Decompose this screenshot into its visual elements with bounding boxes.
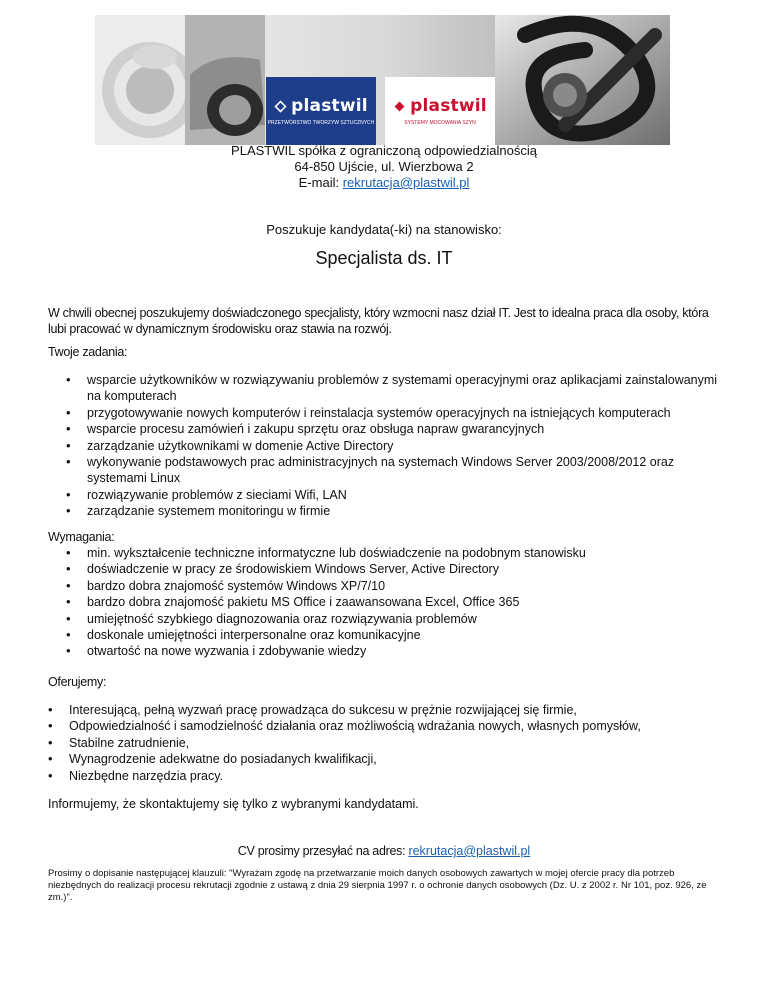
list-item: • rozwiązywanie problemów z sieciami Wifi, LAN	[66, 487, 726, 503]
list-item: • bardzo dobra znajomość pakietu MS Office i zaawansowana Excel, Office 365	[66, 594, 726, 610]
logo-brand-text: plastwil	[410, 96, 487, 116]
list-item: • Odpowiedzialność i samodzielność działania oraz możliwością wdrażania nowych, własnych pomysłów,	[48, 718, 728, 734]
company-address: 64-850 Ujście, ul. Wierzbowa 2	[294, 159, 474, 174]
email-label: E-mail:	[298, 175, 340, 190]
list-item: • doskonale umiejętności interpersonalne oraz komunikacyjne	[66, 627, 726, 643]
list-item: • zarządzanie systemem monitoringu w firmie	[66, 503, 726, 519]
logo-plastwil-rail	[385, 77, 495, 145]
list-item: • zarządzanie użytkownikami w domenie Active Directory	[66, 438, 726, 454]
requirements-heading: Wymagania:	[48, 530, 115, 544]
tasks-heading: Twoje zadania:	[48, 345, 128, 359]
seeking-text: Poszukuje kandydata(-ki) na stanowisko:	[266, 222, 502, 237]
list-item: • przygotowywanie nowych komputerów i reinstalacja systemów operacyjnych na istniejących komputerach	[66, 405, 726, 421]
banner-photo-collage	[95, 15, 670, 145]
intro-paragraph: W chwili obecnej poszukujemy doświadczonego specjalisty, który wzmocni nasz dział IT. Jest to idealna praca dla osoby, która lubi pracować w dynamicznym środowisku oraz stawia na rozwój.	[48, 306, 709, 336]
list-item: • wsparcie użytkowników w rozwiązywaniu problemów z systemami operacyjnymi oraz aplikacjami zainstalowanymi na komputerach	[66, 372, 726, 405]
logo-plastwil-plastics	[266, 77, 376, 145]
logo-tagline: PRZETWÓRSTWO TWORZYW SZTUCZNYCH	[267, 120, 375, 126]
logo-tagline: SYSTEMY MOCOWANIA SZYN	[404, 120, 476, 126]
list-item: • umiejętność szybkiego diagnozowania oraz rozwiązywania problemów	[66, 611, 726, 627]
tasks-list	[66, 372, 726, 520]
list-item: • Interesującą, pełną wyzwań pracę prowadząca do sukcesu w prężnie rozwijającej się firmie,	[48, 702, 728, 718]
list-item: • otwartość na nowe wyzwania i zdobywanie wiedzy	[66, 643, 726, 659]
position-title: Specjalista ds. IT	[315, 248, 453, 268]
company-email-link[interactable]: rekrutacja@plastwil.pl	[342, 175, 470, 190]
consent-clause: Prosimy o dopisanie następującej klauzuli: "Wyrażam zgodę na przetwarzanie moich danych osobowych zawartych w mojej ofercie pracy dla potrzeb niezbędnych do realizacji procesu rekrutacji zgodnie z ustawą z dnia 29 sierpnia 1997 r. o ochronie danych osobowych (Dz. U. z 2002 r. Nr 101, poz. 926, ze zm.)".	[48, 868, 707, 903]
notice-text: Informujemy, że skontaktujemy się tylko z wybranymi kandydatami.	[48, 797, 419, 811]
logo-brand-text: plastwil	[291, 96, 368, 116]
requirements-list	[66, 545, 726, 660]
header-banner	[95, 15, 670, 145]
offer-list	[48, 702, 728, 784]
company-name: PLASTWIL spółka z ograniczoną odpowiedzialnością	[231, 143, 537, 158]
list-item: • doświadczenie w pracy ze środowiskiem Windows Server, Active Directory	[66, 561, 726, 577]
cv-line	[0, 844, 768, 858]
list-item: • Wynagrodzenie adekwatne do posiadanych kwalifikacji,	[48, 751, 728, 767]
offer-heading: Oferujemy:	[48, 675, 107, 689]
list-item: • wykonywanie podstawowych prac administracyjnych na systemach Windows Server 2003/2008/2012 oraz systemami Linux	[66, 454, 726, 487]
company-email-line	[0, 175, 768, 191]
list-item: • wsparcie procesu zamówień i zakupu sprzętu oraz obsługa napraw gwarancyjnych	[66, 421, 726, 437]
plastwil-diamond-icon	[393, 100, 406, 113]
plastwil-diamond-icon	[274, 100, 287, 113]
company-info	[0, 143, 768, 191]
list-item: • Niezbędne narzędzia pracy.	[48, 768, 728, 784]
list-item: • Stabilne zatrudnienie,	[48, 735, 728, 751]
cv-email-link[interactable]: rekrutacja@plastwil.pl	[408, 844, 531, 858]
cv-label: CV prosimy przesyłać na adres:	[237, 844, 406, 858]
list-item: • bardzo dobra znajomość systemów Windows XP/7/10	[66, 578, 726, 594]
list-item: • min. wykształcenie techniczne informatyczne lub doświadczenie na podobnym stanowisku	[66, 545, 726, 561]
